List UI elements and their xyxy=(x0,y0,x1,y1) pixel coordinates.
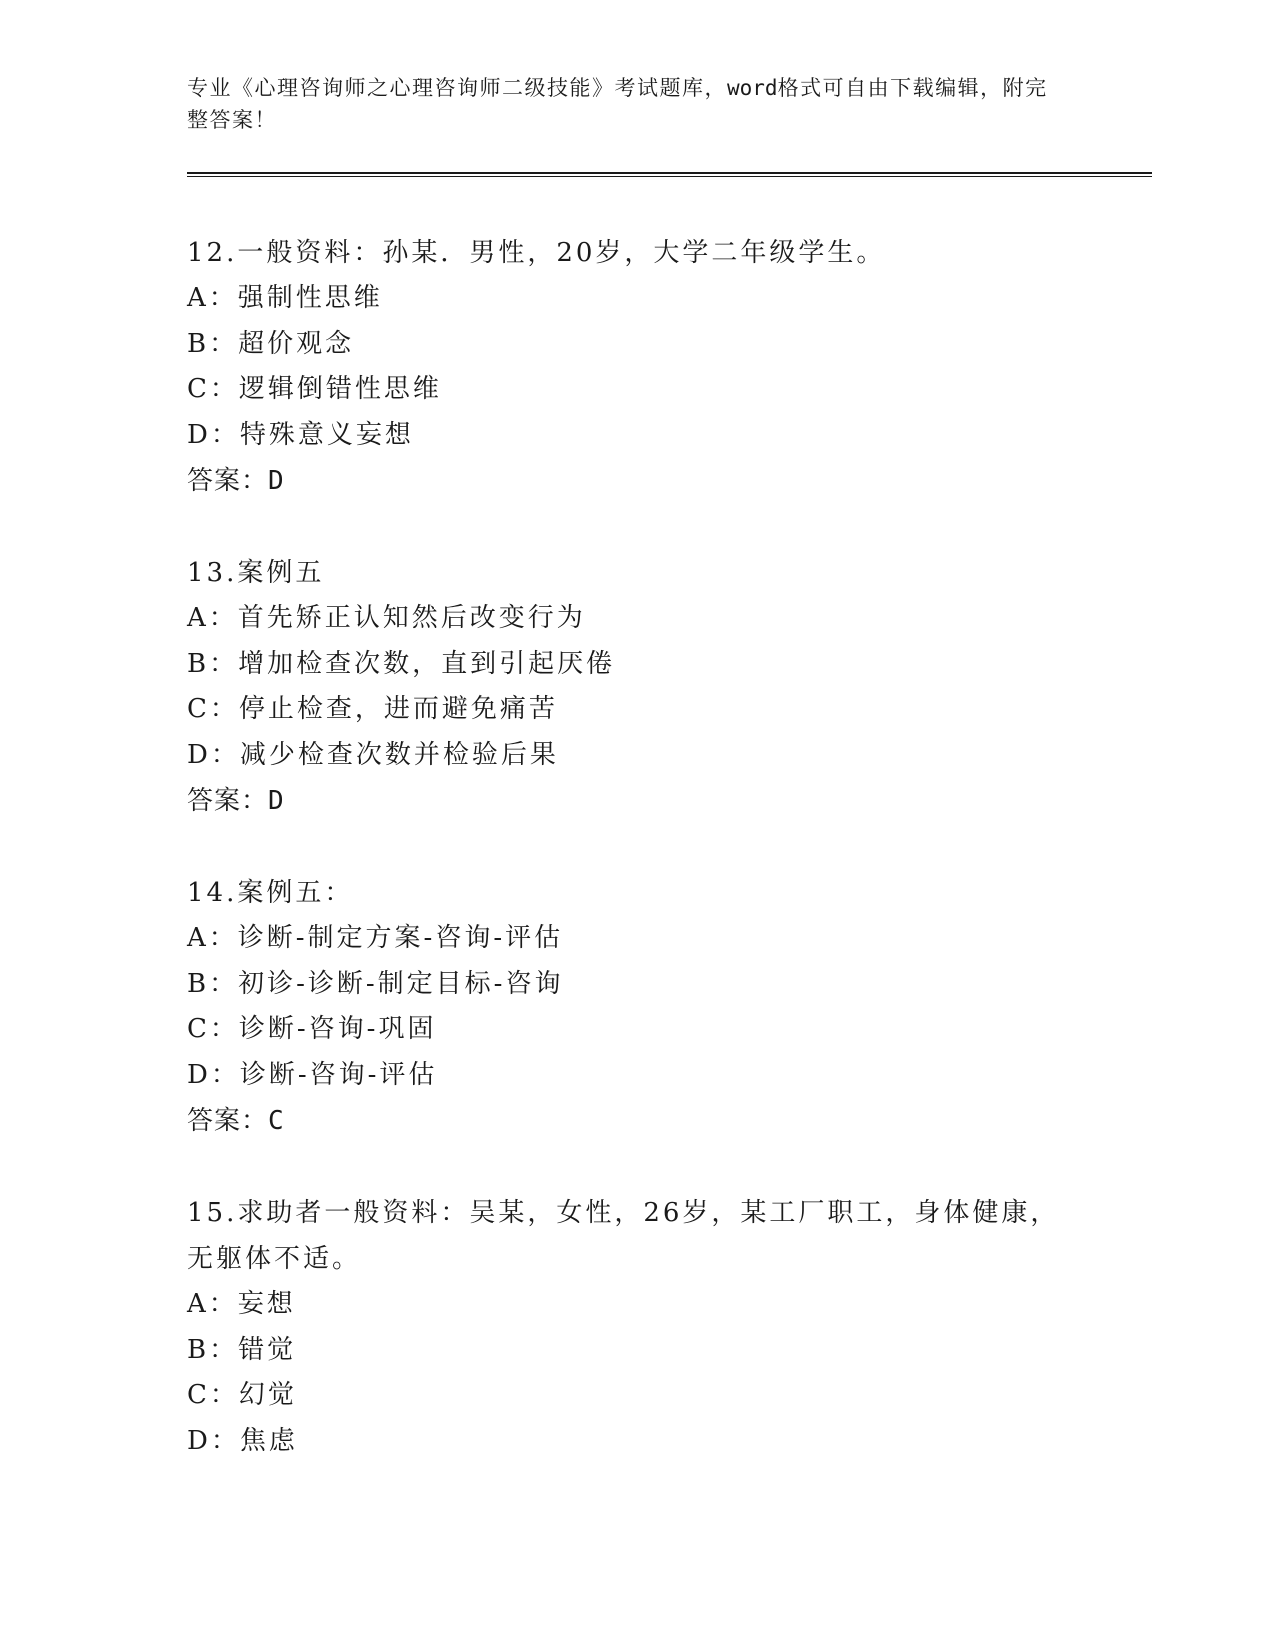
option-a: A：妄想 xyxy=(187,1289,296,1319)
header-text-part2: 格式可自由下载编辑，附完整答案！ xyxy=(187,76,1048,132)
option-c: C：幻觉 xyxy=(187,1380,297,1410)
answer-line xyxy=(187,1098,1152,1144)
answer-label: 答案： xyxy=(187,786,269,816)
option-c: C：诊断-咨询-巩固 xyxy=(187,1014,437,1044)
answer-value: C xyxy=(268,1106,284,1136)
question-13 xyxy=(187,550,1152,824)
question-stem: 15.求助者一般资料：吴某，女性，26岁，某工厂职工，身体健康，无躯体不适。 xyxy=(187,1198,1060,1274)
option-a: A：首先矫正认知然后改变行为 xyxy=(187,603,586,633)
option-d: D：特殊意义妄想 xyxy=(187,419,414,450)
question-15 xyxy=(187,1190,1152,1464)
answer-line xyxy=(187,778,1152,824)
option-b: B：超价观念 xyxy=(187,328,355,359)
option-b: B：错觉 xyxy=(187,1334,297,1365)
header-divider xyxy=(187,172,1152,177)
document-header xyxy=(187,72,1067,136)
option-c: C：逻辑倒错性思维 xyxy=(187,374,442,404)
option-d: D：减少检查次数并检验后果 xyxy=(187,739,559,770)
answer-label: 答案： xyxy=(187,1106,269,1136)
answer-value: D xyxy=(268,786,284,816)
option-c: C：停止检查，进而避免痛苦 xyxy=(187,694,558,724)
answer-value: D xyxy=(268,466,284,496)
option-d: D：焦虑 xyxy=(187,1425,298,1456)
answer-label: 答案： xyxy=(187,466,269,496)
option-a: A：强制性思维 xyxy=(187,283,383,313)
question-14 xyxy=(187,870,1152,1144)
option-b: B：增加检查次数，直到引起厌倦 xyxy=(187,648,616,679)
question-stem: 13.案例五 xyxy=(187,558,325,588)
option-a: A：诊断-制定方案-咨询-评估 xyxy=(187,923,564,953)
header-text-word: word xyxy=(727,76,778,100)
option-b: B：初诊-诊断-制定目标-咨询 xyxy=(187,968,564,999)
option-d: D：诊断-咨询-评估 xyxy=(187,1059,438,1090)
header-text-part1: 专业《心理咨询师之心理咨询师二级技能》考试题库， xyxy=(187,76,727,100)
question-stem: 14.案例五： xyxy=(187,878,354,908)
answer-line xyxy=(187,458,1152,504)
document-page xyxy=(187,72,1152,1464)
question-12 xyxy=(187,230,1152,504)
question-stem: 12.一般资料：孙某．男性，20岁，大学二年级学生。 xyxy=(187,238,886,268)
